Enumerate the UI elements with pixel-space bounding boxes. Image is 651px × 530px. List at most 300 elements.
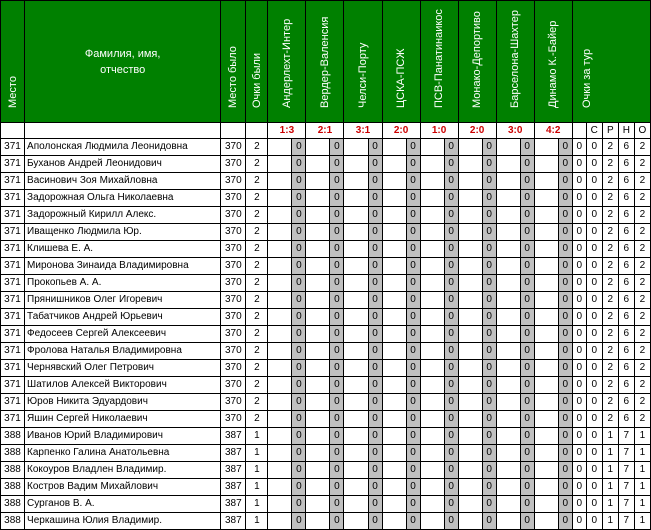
match-points-cell: 0 (406, 360, 420, 377)
match-points-cell: 0 (444, 241, 458, 258)
match-points-cell: 0 (292, 343, 306, 360)
match-points-cell: 0 (558, 241, 572, 258)
match-points-cell: 0 (368, 258, 382, 275)
prediction-cell (306, 173, 330, 190)
match-points-cell: 0 (292, 411, 306, 428)
place-cell: 371 (1, 343, 25, 360)
prediction-cell (344, 173, 368, 190)
match-points-cell: 0 (330, 258, 344, 275)
prediction-cell (420, 275, 444, 292)
prediction-cell (420, 496, 444, 513)
match-score: 3:0 (496, 123, 534, 139)
round-points-cell: 0 (572, 377, 586, 394)
match-points-cell: 0 (444, 360, 458, 377)
r-cell: 2 (602, 377, 618, 394)
c-cell: 0 (586, 513, 602, 530)
match-points-cell: 0 (406, 258, 420, 275)
match-points-cell: 0 (558, 445, 572, 462)
prediction-cell (268, 207, 292, 224)
r-cell: 2 (602, 224, 618, 241)
name-cell: Карпенко Галина Анатольевна (25, 445, 221, 462)
n-cell: 7 (618, 513, 634, 530)
match-points-cell: 0 (292, 326, 306, 343)
table-row (1, 462, 651, 479)
prediction-cell (496, 394, 520, 411)
match-points-cell: 0 (482, 173, 496, 190)
r-cell: 2 (602, 258, 618, 275)
prediction-cell (382, 462, 406, 479)
match-points-cell: 0 (330, 292, 344, 309)
prediction-cell (382, 428, 406, 445)
prediction-cell (534, 462, 558, 479)
match-score: 4:2 (534, 123, 572, 139)
place-before-cell: 370 (221, 258, 246, 275)
prediction-cell (306, 428, 330, 445)
o-cell: 2 (634, 309, 650, 326)
r-cell: 2 (602, 309, 618, 326)
prediction-cell (534, 411, 558, 428)
r-cell: 1 (602, 496, 618, 513)
match-points-cell: 0 (406, 173, 420, 190)
prediction-cell (306, 513, 330, 530)
prediction-cell (306, 377, 330, 394)
match-points-cell: 0 (406, 326, 420, 343)
prediction-cell (268, 139, 292, 156)
match-points-cell: 0 (482, 207, 496, 224)
prediction-cell (382, 258, 406, 275)
match-points-cell: 0 (368, 173, 382, 190)
table-row (1, 513, 651, 530)
c-cell: 0 (586, 309, 602, 326)
prediction-cell (496, 173, 520, 190)
match-points-cell: 0 (558, 377, 572, 394)
scores-blank (25, 123, 221, 139)
points-before-cell: 2 (246, 139, 268, 156)
prediction-cell (458, 207, 482, 224)
prediction-cell (382, 360, 406, 377)
prediction-cell (534, 173, 558, 190)
prediction-cell (534, 190, 558, 207)
prediction-cell (344, 241, 368, 258)
c-cell: 0 (586, 394, 602, 411)
prediction-cell (268, 496, 292, 513)
prediction-cell (382, 513, 406, 530)
match-points-cell: 0 (330, 394, 344, 411)
prediction-cell (534, 479, 558, 496)
n-cell: 7 (618, 462, 634, 479)
place-before-cell: 370 (221, 411, 246, 428)
match-points-cell: 0 (444, 156, 458, 173)
table-row (1, 224, 651, 241)
prediction-cell (268, 326, 292, 343)
prediction-cell (268, 479, 292, 496)
prediction-cell (458, 309, 482, 326)
prediction-cell (420, 377, 444, 394)
n-cell: 6 (618, 326, 634, 343)
round-points-cell: 0 (572, 207, 586, 224)
match-points-cell: 0 (292, 479, 306, 496)
prediction-cell (496, 411, 520, 428)
o-cell: 2 (634, 156, 650, 173)
points-before-cell: 2 (246, 207, 268, 224)
place-before-cell: 387 (221, 428, 246, 445)
match-points-cell: 0 (292, 139, 306, 156)
table-row (1, 411, 651, 428)
match-points-cell: 0 (444, 377, 458, 394)
prediction-cell (382, 190, 406, 207)
match-points-cell: 0 (482, 343, 496, 360)
match-points-cell: 0 (482, 326, 496, 343)
header-c: С (586, 123, 602, 139)
points-before-cell: 2 (246, 258, 268, 275)
round-points-cell: 0 (572, 258, 586, 275)
prediction-cell (458, 190, 482, 207)
match-points-cell: 0 (558, 326, 572, 343)
place-cell: 388 (1, 513, 25, 530)
prediction-cell (306, 360, 330, 377)
match-points-cell: 0 (406, 343, 420, 360)
place-before-cell: 370 (221, 326, 246, 343)
table-row (1, 496, 651, 513)
place-before-cell: 370 (221, 292, 246, 309)
prediction-cell (420, 156, 444, 173)
round-points-cell: 0 (572, 275, 586, 292)
match-points-cell: 0 (368, 479, 382, 496)
prediction-cell (268, 513, 292, 530)
place-before-cell: 370 (221, 309, 246, 326)
prediction-cell (382, 377, 406, 394)
match-points-cell: 0 (330, 496, 344, 513)
scores-blank (572, 123, 586, 139)
match-points-cell: 0 (406, 224, 420, 241)
place-cell: 371 (1, 207, 25, 224)
prediction-cell (496, 207, 520, 224)
match-points-cell: 0 (368, 513, 382, 530)
round-points-cell: 0 (572, 190, 586, 207)
match-points-cell: 0 (482, 156, 496, 173)
match-points-cell: 0 (368, 360, 382, 377)
prediction-cell (268, 292, 292, 309)
prediction-cell (496, 241, 520, 258)
match-points-cell: 0 (292, 258, 306, 275)
match-points-cell: 0 (368, 292, 382, 309)
r-cell: 1 (602, 462, 618, 479)
place-cell: 371 (1, 309, 25, 326)
match-points-cell: 0 (292, 156, 306, 173)
prediction-cell (458, 156, 482, 173)
prediction-cell (496, 156, 520, 173)
o-cell: 2 (634, 394, 650, 411)
prediction-cell (420, 462, 444, 479)
match-points-cell: 0 (558, 428, 572, 445)
prediction-cell (458, 428, 482, 445)
n-cell: 6 (618, 207, 634, 224)
match-points-cell: 0 (292, 445, 306, 462)
prediction-cell (458, 224, 482, 241)
header-match-2: Челси-Порту (344, 1, 382, 123)
r-cell: 2 (602, 394, 618, 411)
name-cell: Иващенко Людмила Юр. (25, 224, 221, 241)
table-row (1, 326, 651, 343)
header-place-before: Место было (221, 1, 246, 123)
prediction-cell (268, 360, 292, 377)
c-cell: 0 (586, 258, 602, 275)
o-cell: 2 (634, 292, 650, 309)
prediction-cell (458, 496, 482, 513)
prediction-cell (458, 360, 482, 377)
o-cell: 1 (634, 428, 650, 445)
match-points-cell: 0 (558, 139, 572, 156)
match-points-cell: 0 (330, 445, 344, 462)
round-points-cell: 0 (572, 394, 586, 411)
match-points-cell: 0 (368, 343, 382, 360)
match-points-cell: 0 (558, 462, 572, 479)
match-points-cell: 0 (520, 241, 534, 258)
match-points-cell: 0 (520, 479, 534, 496)
r-cell: 1 (602, 445, 618, 462)
prediction-cell (458, 292, 482, 309)
match-points-cell: 0 (368, 462, 382, 479)
table-row (1, 275, 651, 292)
name-cell: Черкашина Юлия Владимир. (25, 513, 221, 530)
prediction-cell (306, 139, 330, 156)
match-points-cell: 0 (330, 190, 344, 207)
prediction-cell (382, 343, 406, 360)
n-cell: 6 (618, 394, 634, 411)
c-cell: 0 (586, 411, 602, 428)
prediction-cell (458, 445, 482, 462)
round-points-cell: 0 (572, 496, 586, 513)
prediction-cell (306, 258, 330, 275)
match-points-cell: 0 (444, 190, 458, 207)
prediction-cell (382, 241, 406, 258)
header-name: Фамилия, имя, отчество (25, 1, 221, 123)
match-points-cell: 0 (558, 496, 572, 513)
match-points-cell: 0 (292, 190, 306, 207)
scores-row (1, 123, 651, 139)
prediction-cell (420, 343, 444, 360)
prediction-cell (420, 190, 444, 207)
r-cell: 2 (602, 360, 618, 377)
prediction-cell (382, 207, 406, 224)
match-points-cell: 0 (292, 275, 306, 292)
prediction-cell (306, 156, 330, 173)
match-points-cell: 0 (444, 513, 458, 530)
points-before-cell: 1 (246, 462, 268, 479)
match-points-cell: 0 (368, 326, 382, 343)
prediction-cell (496, 496, 520, 513)
c-cell: 0 (586, 479, 602, 496)
prediction-cell (458, 411, 482, 428)
header-row (1, 1, 651, 123)
prediction-cell (496, 275, 520, 292)
c-cell: 0 (586, 445, 602, 462)
prediction-cell (344, 394, 368, 411)
match-points-cell: 0 (406, 139, 420, 156)
c-cell: 0 (586, 241, 602, 258)
match-points-cell: 0 (558, 394, 572, 411)
match-points-cell: 0 (444, 173, 458, 190)
match-points-cell: 0 (368, 377, 382, 394)
prediction-cell (534, 377, 558, 394)
prediction-cell (420, 139, 444, 156)
prediction-cell (268, 377, 292, 394)
c-cell: 0 (586, 360, 602, 377)
prediction-cell (306, 207, 330, 224)
o-cell: 1 (634, 513, 650, 530)
match-points-cell: 0 (444, 394, 458, 411)
match-points-cell: 0 (292, 462, 306, 479)
place-cell: 371 (1, 292, 25, 309)
place-cell: 371 (1, 156, 25, 173)
prediction-cell (306, 190, 330, 207)
prediction-cell (382, 275, 406, 292)
place-before-cell: 370 (221, 275, 246, 292)
place-before-cell: 370 (221, 241, 246, 258)
match-points-cell: 0 (444, 496, 458, 513)
prediction-cell (306, 224, 330, 241)
prediction-cell (534, 513, 558, 530)
match-points-cell: 0 (520, 173, 534, 190)
match-points-cell: 0 (406, 428, 420, 445)
prediction-cell (458, 326, 482, 343)
round-points-cell: 0 (572, 173, 586, 190)
prediction-cell (306, 343, 330, 360)
r-cell: 2 (602, 343, 618, 360)
o-cell: 1 (634, 479, 650, 496)
prediction-cell (382, 292, 406, 309)
match-points-cell: 0 (444, 428, 458, 445)
round-points-cell: 0 (572, 343, 586, 360)
prediction-cell (496, 428, 520, 445)
o-cell: 2 (634, 139, 650, 156)
scores-blank (1, 123, 25, 139)
match-points-cell: 0 (292, 513, 306, 530)
place-before-cell: 387 (221, 462, 246, 479)
prediction-cell (268, 309, 292, 326)
prediction-cell (458, 173, 482, 190)
name-cell: Сурганов В. А. (25, 496, 221, 513)
points-before-cell: 1 (246, 445, 268, 462)
place-before-cell: 370 (221, 139, 246, 156)
points-before-cell: 2 (246, 156, 268, 173)
table-row (1, 479, 651, 496)
match-score: 2:1 (306, 123, 344, 139)
place-cell: 371 (1, 241, 25, 258)
place-before-cell: 370 (221, 207, 246, 224)
points-before-cell: 2 (246, 309, 268, 326)
prediction-cell (420, 173, 444, 190)
points-before-cell: 2 (246, 394, 268, 411)
place-cell: 371 (1, 360, 25, 377)
match-points-cell: 0 (368, 190, 382, 207)
prediction-cell (344, 462, 368, 479)
place-cell: 371 (1, 275, 25, 292)
table-row (1, 292, 651, 309)
place-cell: 371 (1, 190, 25, 207)
match-points-cell: 0 (520, 377, 534, 394)
prediction-cell (496, 326, 520, 343)
n-cell: 6 (618, 224, 634, 241)
header-r: Р (602, 123, 618, 139)
round-points-cell: 0 (572, 309, 586, 326)
place-cell: 371 (1, 173, 25, 190)
match-points-cell: 0 (368, 139, 382, 156)
o-cell: 2 (634, 241, 650, 258)
header-match-7: Динамо К.-Байер (534, 1, 572, 123)
prediction-cell (496, 309, 520, 326)
match-points-cell: 0 (406, 479, 420, 496)
name-cell: Прокопьев А. А. (25, 275, 221, 292)
prediction-cell (458, 139, 482, 156)
table-row (1, 377, 651, 394)
name-cell: Иванов Юрий Владимирович (25, 428, 221, 445)
prediction-cell (344, 156, 368, 173)
prediction-cell (382, 224, 406, 241)
header-o: О (634, 123, 650, 139)
header-place: Место (1, 1, 25, 123)
match-points-cell: 0 (520, 360, 534, 377)
header-match-3: ЦСКА-ПСЖ (382, 1, 420, 123)
points-before-cell: 1 (246, 428, 268, 445)
match-points-cell: 0 (482, 513, 496, 530)
header-points-before: Очки были (246, 1, 268, 123)
n-cell: 7 (618, 496, 634, 513)
prediction-cell (534, 309, 558, 326)
o-cell: 2 (634, 326, 650, 343)
name-cell: Задорожная Ольга Николаевна (25, 190, 221, 207)
prediction-cell (268, 241, 292, 258)
header-match-1: Вердер-Валенсия (306, 1, 344, 123)
points-before-cell: 1 (246, 496, 268, 513)
o-cell: 2 (634, 190, 650, 207)
points-before-cell: 2 (246, 224, 268, 241)
prediction-cell (534, 445, 558, 462)
prediction-cell (496, 190, 520, 207)
match-points-cell: 0 (482, 428, 496, 445)
prediction-cell (344, 496, 368, 513)
prediction-cell (420, 428, 444, 445)
place-before-cell: 370 (221, 343, 246, 360)
match-points-cell: 0 (482, 411, 496, 428)
prediction-cell (534, 360, 558, 377)
prediction-cell (382, 394, 406, 411)
match-points-cell: 0 (520, 139, 534, 156)
prediction-cell (420, 411, 444, 428)
prediction-cell (344, 275, 368, 292)
prediction-cell (458, 258, 482, 275)
match-points-cell: 0 (292, 224, 306, 241)
match-points-cell: 0 (444, 292, 458, 309)
place-cell: 371 (1, 394, 25, 411)
prediction-cell (344, 139, 368, 156)
match-points-cell: 0 (444, 139, 458, 156)
n-cell: 6 (618, 292, 634, 309)
header-match-4: ПСВ-Панатинаикос (420, 1, 458, 123)
prediction-cell (534, 428, 558, 445)
match-points-cell: 0 (482, 292, 496, 309)
scores-blank (221, 123, 246, 139)
match-points-cell: 0 (444, 479, 458, 496)
match-points-cell: 0 (520, 496, 534, 513)
match-points-cell: 0 (406, 411, 420, 428)
prediction-cell (496, 343, 520, 360)
round-points-cell: 0 (572, 241, 586, 258)
match-points-cell: 0 (330, 411, 344, 428)
o-cell: 2 (634, 224, 650, 241)
match-points-cell: 0 (444, 224, 458, 241)
c-cell: 0 (586, 139, 602, 156)
